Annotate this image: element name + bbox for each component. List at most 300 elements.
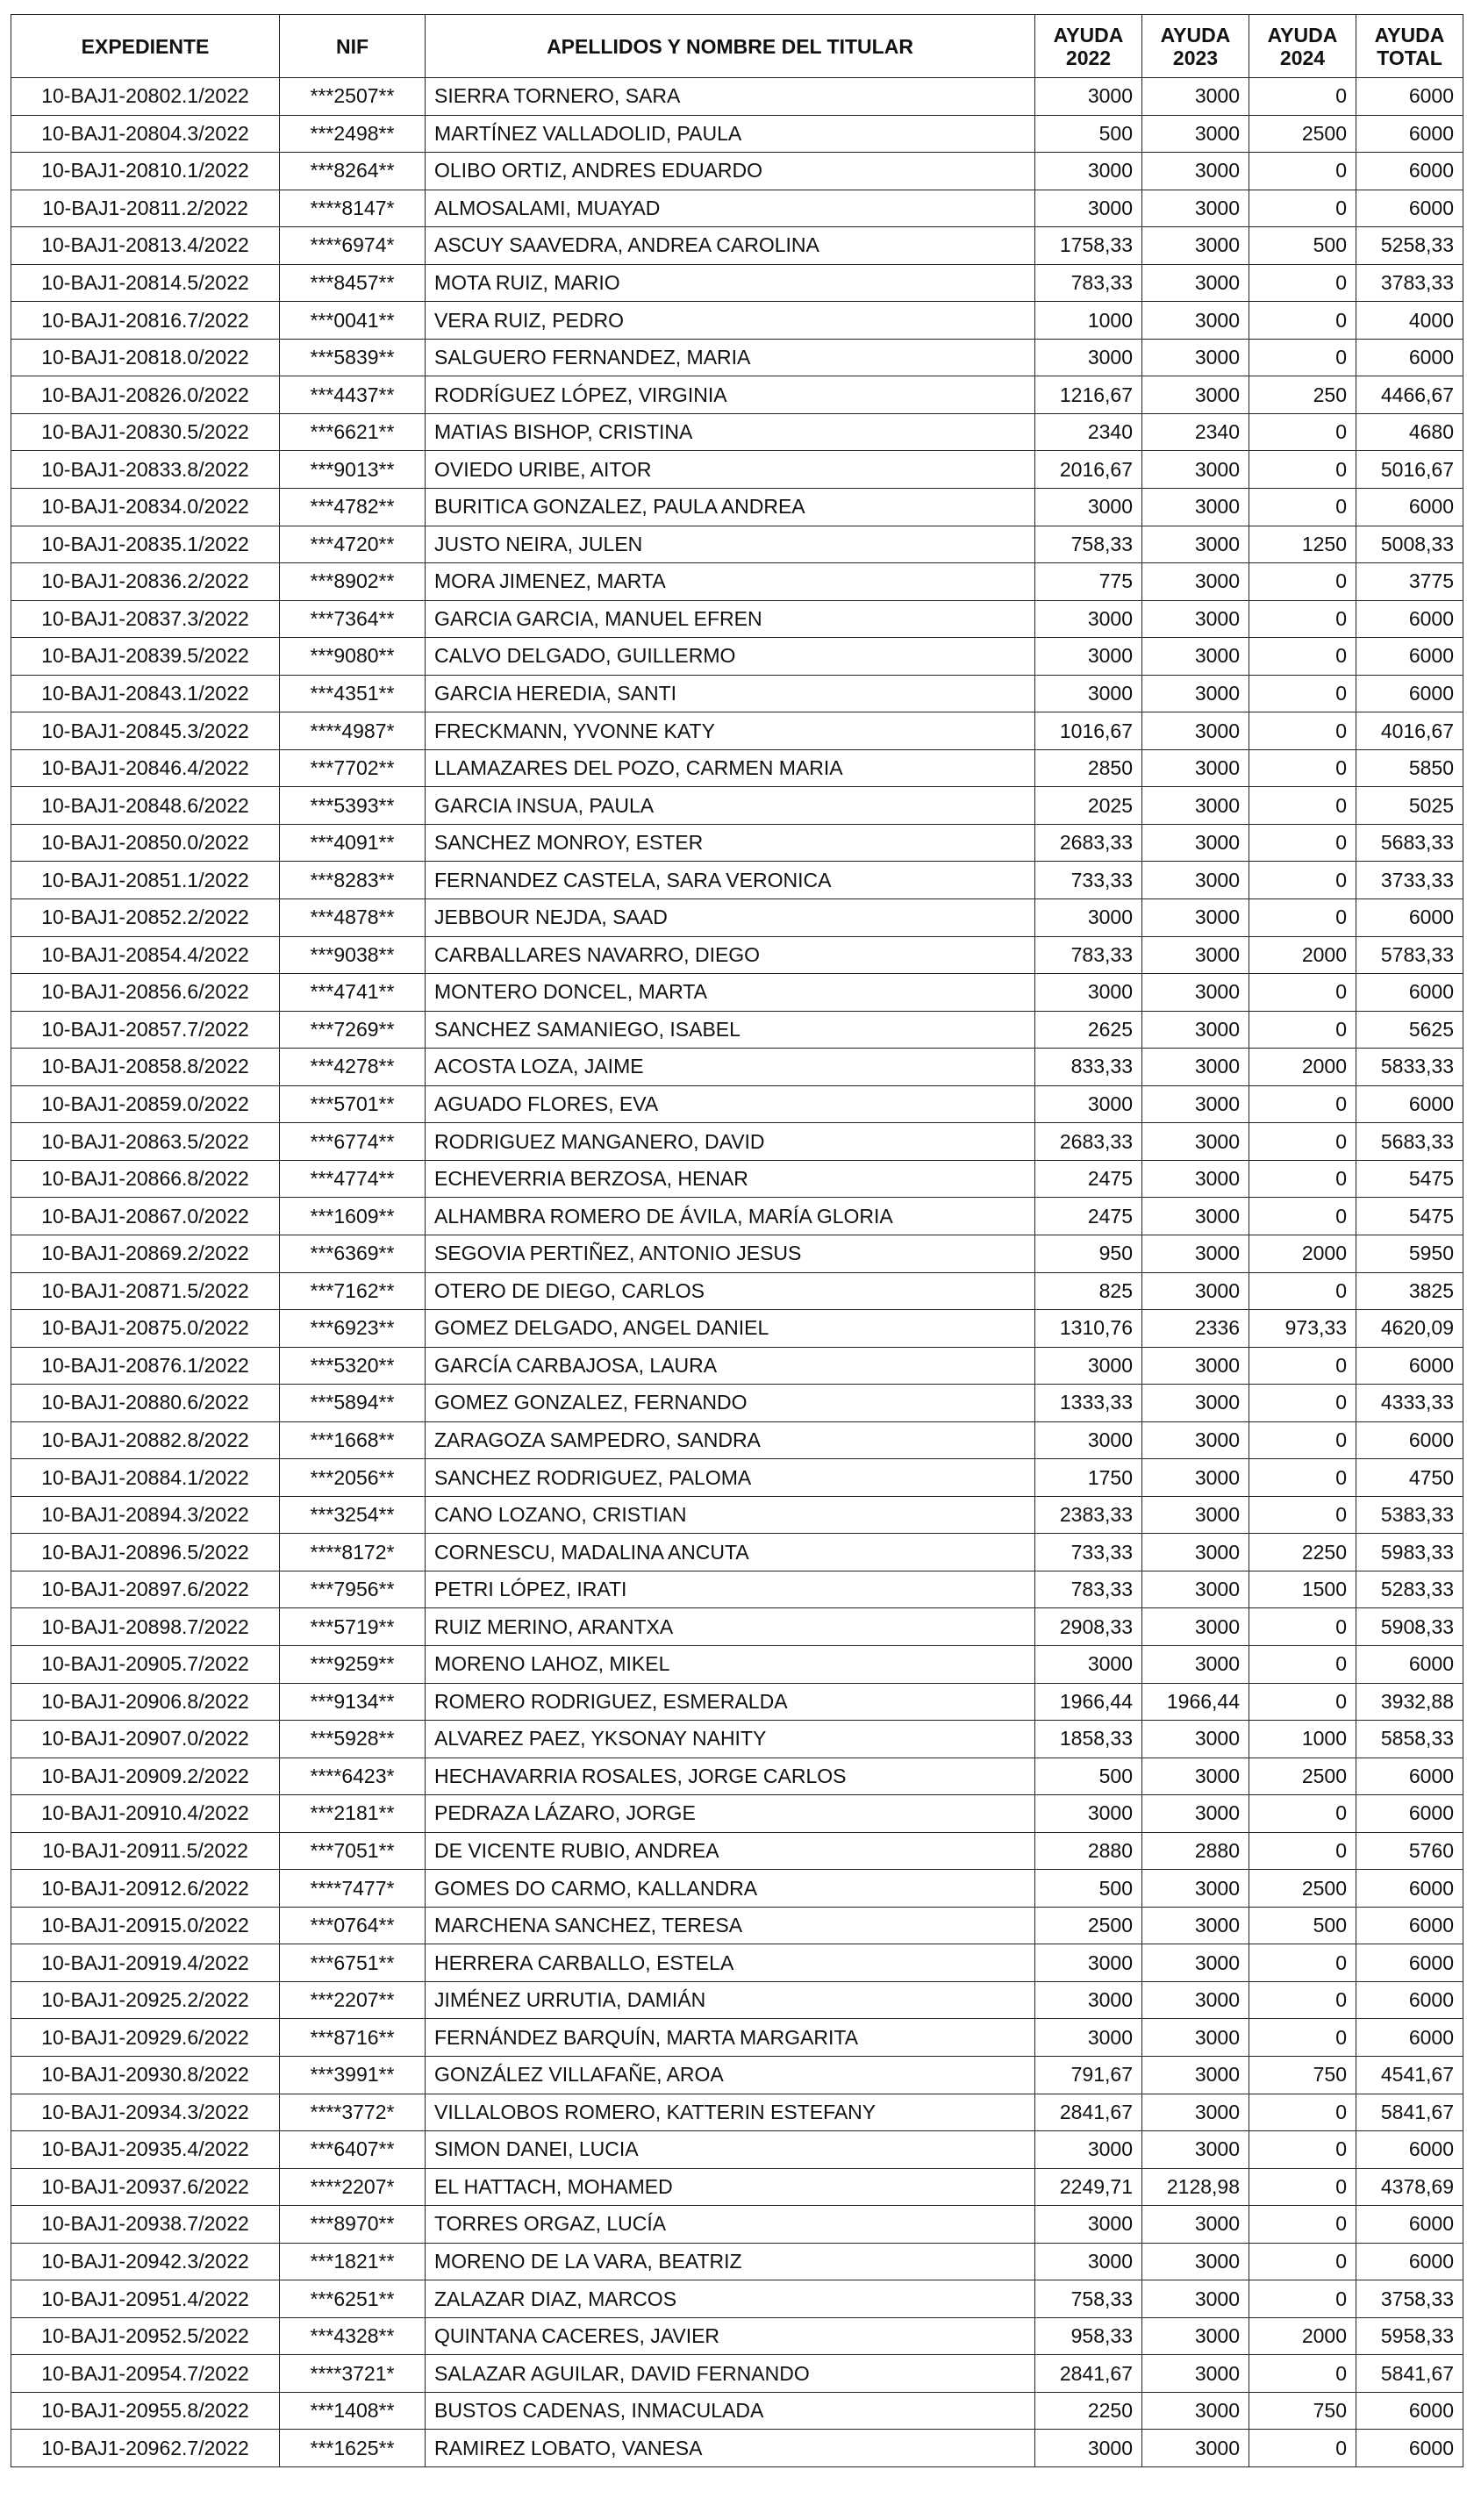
- cell-titular: QUINTANA CACERES, JAVIER: [426, 2317, 1035, 2355]
- cell-ayuda-2022: 2025: [1035, 787, 1142, 825]
- cell-ayuda-2022: 2016,67: [1035, 451, 1142, 489]
- table-row: [11, 1385, 1463, 1422]
- cell-ayuda-2024: 0: [1249, 1645, 1356, 1683]
- table-row: [11, 153, 1463, 190]
- header-row: [11, 15, 1463, 78]
- table-row: [11, 489, 1463, 526]
- cell-ayuda-total: 6000: [1356, 489, 1463, 526]
- cell-ayuda-2023: 3000: [1142, 2355, 1249, 2393]
- cell-ayuda-2022: 2475: [1035, 1160, 1142, 1198]
- cell-ayuda-total: 6000: [1356, 1085, 1463, 1123]
- cell-ayuda-2023: 3000: [1142, 1123, 1249, 1161]
- cell-ayuda-2022: 2908,33: [1035, 1608, 1142, 1646]
- cell-ayuda-2024: 973,33: [1249, 1310, 1356, 1348]
- cell-ayuda-total: 6000: [1356, 2392, 1463, 2430]
- table-row: [11, 2392, 1463, 2430]
- cell-ayuda-2023: 2340: [1142, 413, 1249, 451]
- cell-ayuda-2022: 500: [1035, 1870, 1142, 1908]
- cell-ayuda-2022: 775: [1035, 563, 1142, 601]
- table-row: [11, 264, 1463, 302]
- cell-nif: ***7364**: [280, 600, 426, 638]
- header-ayuda-2022-line1: AYUDA: [1053, 23, 1124, 47]
- cell-ayuda-total: 3758,33: [1356, 2280, 1463, 2318]
- cell-ayuda-2023: 3000: [1142, 936, 1249, 974]
- header-ayuda-total-line1: AYUDA: [1374, 23, 1445, 47]
- cell-ayuda-2024: 2000: [1249, 1049, 1356, 1086]
- cell-ayuda-2023: 3000: [1142, 862, 1249, 899]
- cell-titular: FERNÁNDEZ BARQUÍN, MARTA MARGARITA: [426, 2019, 1035, 2057]
- table-row: [11, 1870, 1463, 1908]
- cell-ayuda-total: 6000: [1356, 974, 1463, 1012]
- cell-titular: JIMÉNEZ URRUTIA, DAMIÁN: [426, 1981, 1035, 2019]
- cell-ayuda-2023: 3000: [1142, 675, 1249, 712]
- cell-titular: TORRES ORGAZ, LUCÍA: [426, 2206, 1035, 2244]
- header-expediente: EXPEDIENTE: [11, 15, 280, 78]
- cell-expediente: 10-BAJ1-20962.7/2022: [11, 2430, 280, 2467]
- table-row: [11, 974, 1463, 1012]
- cell-titular: SALGUERO FERNANDEZ, MARIA: [426, 339, 1035, 376]
- table-row: [11, 1198, 1463, 1235]
- cell-titular: ALMOSALAMI, MUAYAD: [426, 190, 1035, 227]
- cell-titular: VERA RUIZ, PEDRO: [426, 302, 1035, 340]
- cell-ayuda-total: 6000: [1356, 1758, 1463, 1795]
- table-row: [11, 376, 1463, 414]
- cell-titular: MORENO LAHOZ, MIKEL: [426, 1645, 1035, 1683]
- cell-ayuda-2024: 0: [1249, 2355, 1356, 2393]
- cell-expediente: 10-BAJ1-20826.0/2022: [11, 376, 280, 414]
- cell-expediente: 10-BAJ1-20897.6/2022: [11, 1571, 280, 1608]
- cell-expediente: 10-BAJ1-20880.6/2022: [11, 1385, 280, 1422]
- cell-ayuda-2022: 1750: [1035, 1459, 1142, 1497]
- cell-ayuda-2022: 733,33: [1035, 862, 1142, 899]
- table-row: [11, 115, 1463, 153]
- cell-ayuda-2022: 3000: [1035, 1944, 1142, 1982]
- cell-ayuda-total: 3775: [1356, 563, 1463, 601]
- cell-ayuda-total: 4333,33: [1356, 1385, 1463, 1422]
- cell-ayuda-total: 5625: [1356, 1011, 1463, 1049]
- cell-titular: SIERRA TORNERO, SARA: [426, 78, 1035, 116]
- table-row: [11, 936, 1463, 974]
- cell-nif: ***4782**: [280, 489, 426, 526]
- cell-titular: MARCHENA SANCHEZ, TERESA: [426, 1907, 1035, 1944]
- cell-expediente: 10-BAJ1-20875.0/2022: [11, 1310, 280, 1348]
- cell-ayuda-2022: 758,33: [1035, 526, 1142, 563]
- cell-ayuda-2023: 3000: [1142, 899, 1249, 937]
- cell-ayuda-total: 5841,67: [1356, 2355, 1463, 2393]
- cell-ayuda-2023: 3000: [1142, 376, 1249, 414]
- table-row: [11, 1235, 1463, 1272]
- cell-ayuda-total: 6000: [1356, 1645, 1463, 1683]
- table-row: [11, 1347, 1463, 1385]
- cell-nif: ***1625**: [280, 2430, 426, 2467]
- cell-titular: FERNANDEZ CASTELA, SARA VERONICA: [426, 862, 1035, 899]
- header-ayuda-2024-line2: 2024: [1279, 46, 1326, 69]
- cell-nif: ***1408**: [280, 2392, 426, 2430]
- cell-nif: ***9038**: [280, 936, 426, 974]
- cell-ayuda-2023: 3000: [1142, 2317, 1249, 2355]
- cell-ayuda-2023: 3000: [1142, 2280, 1249, 2318]
- cell-ayuda-2022: 2249,71: [1035, 2168, 1142, 2206]
- cell-nif: ***5839**: [280, 339, 426, 376]
- cell-ayuda-2022: 2475: [1035, 1198, 1142, 1235]
- cell-ayuda-2024: 0: [1249, 489, 1356, 526]
- cell-ayuda-2023: 2336: [1142, 1310, 1249, 1348]
- cell-titular: ZALAZAR DIAZ, MARCOS: [426, 2280, 1035, 2318]
- cell-nif: ***5894**: [280, 1385, 426, 1422]
- cell-ayuda-2023: 3000: [1142, 115, 1249, 153]
- cell-ayuda-2022: 3000: [1035, 1645, 1142, 1683]
- cell-ayuda-2023: 3000: [1142, 302, 1249, 340]
- cell-expediente: 10-BAJ1-20804.3/2022: [11, 115, 280, 153]
- cell-nif: ***9080**: [280, 638, 426, 676]
- cell-titular: SALAZAR AGUILAR, DAVID FERNANDO: [426, 2355, 1035, 2393]
- cell-expediente: 10-BAJ1-20929.6/2022: [11, 2019, 280, 2057]
- cell-expediente: 10-BAJ1-20942.3/2022: [11, 2243, 280, 2280]
- cell-ayuda-2022: 2250: [1035, 2392, 1142, 2430]
- cell-ayuda-2022: 1310,76: [1035, 1310, 1142, 1348]
- cell-ayuda-2024: 750: [1249, 2392, 1356, 2430]
- cell-nif: ***5701**: [280, 1085, 426, 1123]
- cell-ayuda-total: 5760: [1356, 1832, 1463, 1870]
- cell-nif: ****2207*: [280, 2168, 426, 2206]
- cell-titular: MORA JIMENEZ, MARTA: [426, 563, 1035, 601]
- cell-nif: ***8902**: [280, 563, 426, 601]
- cell-ayuda-2024: 0: [1249, 749, 1356, 787]
- table-row: [11, 1683, 1463, 1721]
- cell-nif: ***7702**: [280, 749, 426, 787]
- cell-ayuda-2024: 0: [1249, 1981, 1356, 2019]
- table-row: [11, 339, 1463, 376]
- cell-ayuda-2022: 3000: [1035, 2243, 1142, 2280]
- cell-ayuda-total: 3783,33: [1356, 264, 1463, 302]
- cell-ayuda-2024: 2000: [1249, 1235, 1356, 1272]
- cell-nif: ***2207**: [280, 1981, 426, 2019]
- cell-ayuda-2022: 783,33: [1035, 264, 1142, 302]
- cell-ayuda-2023: 3000: [1142, 1870, 1249, 1908]
- cell-ayuda-2023: 3000: [1142, 339, 1249, 376]
- cell-ayuda-2023: 3000: [1142, 1085, 1249, 1123]
- cell-ayuda-2024: 0: [1249, 1347, 1356, 1385]
- cell-titular: LLAMAZARES DEL POZO, CARMEN MARIA: [426, 749, 1035, 787]
- header-ayuda-2022-line2: 2022: [1065, 46, 1112, 69]
- cell-nif: ****3772*: [280, 2094, 426, 2131]
- cell-nif: ***4720**: [280, 526, 426, 563]
- cell-titular: DE VICENTE RUBIO, ANDREA: [426, 1832, 1035, 1870]
- cell-titular: CANO LOZANO, CRISTIAN: [426, 1496, 1035, 1534]
- cell-expediente: 10-BAJ1-20937.6/2022: [11, 2168, 280, 2206]
- cell-ayuda-total: 4016,67: [1356, 712, 1463, 750]
- cell-titular: ACOSTA LOZA, JAIME: [426, 1049, 1035, 1086]
- cell-expediente: 10-BAJ1-20833.8/2022: [11, 451, 280, 489]
- cell-ayuda-2024: 1000: [1249, 1721, 1356, 1758]
- table-row: [11, 638, 1463, 676]
- table-row: [11, 1608, 1463, 1646]
- cell-ayuda-2024: 750: [1249, 2056, 1356, 2094]
- cell-ayuda-2023: 3000: [1142, 2430, 1249, 2467]
- cell-ayuda-2022: 2841,67: [1035, 2094, 1142, 2131]
- cell-expediente: 10-BAJ1-20894.3/2022: [11, 1496, 280, 1534]
- cell-ayuda-total: 4466,67: [1356, 376, 1463, 414]
- cell-ayuda-2024: 0: [1249, 339, 1356, 376]
- cell-titular: GARCÍA CARBAJOSA, LAURA: [426, 1347, 1035, 1385]
- cell-ayuda-total: 6000: [1356, 1981, 1463, 2019]
- cell-ayuda-total: 5841,67: [1356, 2094, 1463, 2131]
- cell-ayuda-2024: 0: [1249, 2280, 1356, 2318]
- cell-expediente: 10-BAJ1-20925.2/2022: [11, 1981, 280, 2019]
- table-row: [11, 675, 1463, 712]
- cell-ayuda-2022: 791,67: [1035, 2056, 1142, 2094]
- table-row: [11, 824, 1463, 862]
- table-row: [11, 451, 1463, 489]
- cell-ayuda-2024: 0: [1249, 638, 1356, 676]
- cell-ayuda-2023: 3000: [1142, 1496, 1249, 1534]
- cell-expediente: 10-BAJ1-20845.3/2022: [11, 712, 280, 750]
- cell-titular: HECHAVARRIA ROSALES, JORGE CARLOS: [426, 1758, 1035, 1795]
- cell-ayuda-2024: 0: [1249, 712, 1356, 750]
- cell-ayuda-2023: 3000: [1142, 1758, 1249, 1795]
- cell-expediente: 10-BAJ1-20835.1/2022: [11, 526, 280, 563]
- cell-ayuda-total: 5016,67: [1356, 451, 1463, 489]
- cell-expediente: 10-BAJ1-20951.4/2022: [11, 2280, 280, 2318]
- cell-ayuda-2024: 0: [1249, 1832, 1356, 1870]
- cell-ayuda-total: 5683,33: [1356, 1123, 1463, 1161]
- cell-ayuda-2024: 0: [1249, 1459, 1356, 1497]
- cell-expediente: 10-BAJ1-20818.0/2022: [11, 339, 280, 376]
- cell-nif: ***8716**: [280, 2019, 426, 2057]
- cell-titular: SANCHEZ SAMANIEGO, ISABEL: [426, 1011, 1035, 1049]
- cell-ayuda-2022: 2340: [1035, 413, 1142, 451]
- cell-expediente: 10-BAJ1-20850.0/2022: [11, 824, 280, 862]
- cell-expediente: 10-BAJ1-20837.3/2022: [11, 600, 280, 638]
- cell-ayuda-2022: 2841,67: [1035, 2355, 1142, 2393]
- cell-ayuda-2022: 783,33: [1035, 936, 1142, 974]
- cell-ayuda-2024: 0: [1249, 862, 1356, 899]
- cell-ayuda-total: 5475: [1356, 1160, 1463, 1198]
- cell-ayuda-2023: 3000: [1142, 1645, 1249, 1683]
- table-row: [11, 2056, 1463, 2094]
- cell-expediente: 10-BAJ1-20938.7/2022: [11, 2206, 280, 2244]
- table-row: [11, 2317, 1463, 2355]
- cell-expediente: 10-BAJ1-20858.8/2022: [11, 1049, 280, 1086]
- cell-ayuda-total: 5683,33: [1356, 824, 1463, 862]
- cell-ayuda-2024: 0: [1249, 2168, 1356, 2206]
- table-row: [11, 1832, 1463, 1870]
- table-row: [11, 1310, 1463, 1348]
- cell-titular: JEBBOUR NEJDA, SAAD: [426, 899, 1035, 937]
- cell-ayuda-2024: 2000: [1249, 2317, 1356, 2355]
- cell-titular: CALVO DELGADO, GUILLERMO: [426, 638, 1035, 676]
- cell-nif: ***5393**: [280, 787, 426, 825]
- cell-expediente: 10-BAJ1-20856.6/2022: [11, 974, 280, 1012]
- cell-expediente: 10-BAJ1-20911.5/2022: [11, 1832, 280, 1870]
- header-ayuda-2022: [1035, 15, 1142, 78]
- cell-expediente: 10-BAJ1-20909.2/2022: [11, 1758, 280, 1795]
- table-row: [11, 1011, 1463, 1049]
- cell-nif: ***4351**: [280, 675, 426, 712]
- cell-nif: ****8147*: [280, 190, 426, 227]
- cell-nif: ***8970**: [280, 2206, 426, 2244]
- cell-titular: ECHEVERRIA BERZOSA, HENAR: [426, 1160, 1035, 1198]
- cell-ayuda-2022: 2850: [1035, 749, 1142, 787]
- table-row: [11, 1534, 1463, 1571]
- cell-ayuda-2023: 3000: [1142, 1421, 1249, 1459]
- cell-ayuda-2023: 3000: [1142, 1907, 1249, 1944]
- cell-ayuda-2022: 2625: [1035, 1011, 1142, 1049]
- cell-expediente: 10-BAJ1-20876.1/2022: [11, 1347, 280, 1385]
- cell-ayuda-2024: 2500: [1249, 115, 1356, 153]
- cell-titular: OLIBO ORTIZ, ANDRES EDUARDO: [426, 153, 1035, 190]
- table-row: [11, 787, 1463, 825]
- cell-expediente: 10-BAJ1-20851.1/2022: [11, 862, 280, 899]
- cell-ayuda-2024: 0: [1249, 1385, 1356, 1422]
- cell-ayuda-total: 6000: [1356, 190, 1463, 227]
- cell-ayuda-2022: 3000: [1035, 190, 1142, 227]
- cell-ayuda-2024: 0: [1249, 2243, 1356, 2280]
- cell-titular: GOMEZ DELGADO, ANGEL DANIEL: [426, 1310, 1035, 1348]
- cell-titular: BUSTOS CADENAS, INMACULADA: [426, 2392, 1035, 2430]
- cell-expediente: 10-BAJ1-20884.1/2022: [11, 1459, 280, 1497]
- cell-nif: ***5320**: [280, 1347, 426, 1385]
- table-row: [11, 1571, 1463, 1608]
- cell-ayuda-2023: 3000: [1142, 712, 1249, 750]
- cell-ayuda-2022: 3000: [1035, 1981, 1142, 2019]
- cell-nif: ***4878**: [280, 899, 426, 937]
- cell-nif: ***3254**: [280, 1496, 426, 1534]
- cell-expediente: 10-BAJ1-20852.2/2022: [11, 899, 280, 937]
- cell-ayuda-2024: 0: [1249, 1198, 1356, 1235]
- cell-titular: CARBALLARES NAVARRO, DIEGO: [426, 936, 1035, 974]
- cell-ayuda-2024: 0: [1249, 824, 1356, 862]
- cell-expediente: 10-BAJ1-20954.7/2022: [11, 2355, 280, 2393]
- cell-expediente: 10-BAJ1-20910.4/2022: [11, 1795, 280, 1833]
- table-row: [11, 600, 1463, 638]
- cell-ayuda-2022: 3000: [1035, 78, 1142, 116]
- header-ayuda-2023-line1: AYUDA: [1160, 23, 1231, 47]
- cell-nif: ****8172*: [280, 1534, 426, 1571]
- cell-titular: ALVAREZ PAEZ, YKSONAY NAHITY: [426, 1721, 1035, 1758]
- cell-ayuda-2024: 0: [1249, 1011, 1356, 1049]
- table-row: [11, 1459, 1463, 1497]
- cell-ayuda-2022: 3000: [1035, 2019, 1142, 2057]
- cell-ayuda-total: 6000: [1356, 1347, 1463, 1385]
- cell-titular: MOTA RUIZ, MARIO: [426, 264, 1035, 302]
- cell-ayuda-2023: 3000: [1142, 1198, 1249, 1235]
- cell-ayuda-2024: 2500: [1249, 1758, 1356, 1795]
- cell-titular: ZARAGOZA SAMPEDRO, SANDRA: [426, 1421, 1035, 1459]
- cell-ayuda-2022: 2880: [1035, 1832, 1142, 1870]
- cell-ayuda-2022: 3000: [1035, 2430, 1142, 2467]
- cell-titular: MONTERO DONCEL, MARTA: [426, 974, 1035, 1012]
- cell-nif: ***7269**: [280, 1011, 426, 1049]
- cell-expediente: 10-BAJ1-20915.0/2022: [11, 1907, 280, 1944]
- cell-expediente: 10-BAJ1-20834.0/2022: [11, 489, 280, 526]
- cell-ayuda-total: 5850: [1356, 749, 1463, 787]
- cell-nif: ***2498**: [280, 115, 426, 153]
- cell-titular: EL HATTACH, MOHAMED: [426, 2168, 1035, 2206]
- cell-expediente: 10-BAJ1-20811.2/2022: [11, 190, 280, 227]
- cell-ayuda-2024: 0: [1249, 1272, 1356, 1310]
- cell-ayuda-total: 6000: [1356, 153, 1463, 190]
- table-row: [11, 1421, 1463, 1459]
- cell-ayuda-2022: 3000: [1035, 2131, 1142, 2169]
- cell-ayuda-total: 5383,33: [1356, 1496, 1463, 1534]
- cell-expediente: 10-BAJ1-20810.1/2022: [11, 153, 280, 190]
- cell-ayuda-2024: 0: [1249, 2131, 1356, 2169]
- cell-expediente: 10-BAJ1-20814.5/2022: [11, 264, 280, 302]
- cell-nif: ***6751**: [280, 1944, 426, 1982]
- cell-ayuda-2023: 3000: [1142, 78, 1249, 116]
- cell-titular: HERRERA CARBALLO, ESTELA: [426, 1944, 1035, 1982]
- cell-ayuda-2023: 3000: [1142, 1534, 1249, 1571]
- cell-expediente: 10-BAJ1-20935.4/2022: [11, 2131, 280, 2169]
- cell-ayuda-2024: 0: [1249, 190, 1356, 227]
- cell-ayuda-2023: 3000: [1142, 2056, 1249, 2094]
- cell-ayuda-2022: 1333,33: [1035, 1385, 1142, 1422]
- cell-titular: MORENO DE LA VARA, BEATRIZ: [426, 2243, 1035, 2280]
- cell-nif: ***0041**: [280, 302, 426, 340]
- cell-ayuda-total: 5858,33: [1356, 1721, 1463, 1758]
- cell-nif: ****3721*: [280, 2355, 426, 2393]
- cell-ayuda-2022: 1758,33: [1035, 227, 1142, 265]
- cell-ayuda-total: 4000: [1356, 302, 1463, 340]
- cell-ayuda-total: 6000: [1356, 1870, 1463, 1908]
- cell-ayuda-2023: 3000: [1142, 2094, 1249, 2131]
- cell-titular: BURITICA GONZALEZ, PAULA ANDREA: [426, 489, 1035, 526]
- cell-ayuda-total: 5025: [1356, 787, 1463, 825]
- cell-ayuda-total: 6000: [1356, 339, 1463, 376]
- cell-ayuda-total: 5283,33: [1356, 1571, 1463, 1608]
- table-row: [11, 1272, 1463, 1310]
- cell-ayuda-total: 5008,33: [1356, 526, 1463, 563]
- cell-ayuda-total: 3932,88: [1356, 1683, 1463, 1721]
- cell-ayuda-2024: 0: [1249, 899, 1356, 937]
- cell-ayuda-2022: 783,33: [1035, 1571, 1142, 1608]
- cell-nif: ***1821**: [280, 2243, 426, 2280]
- cell-ayuda-2024: 0: [1249, 2094, 1356, 2131]
- cell-ayuda-total: 4750: [1356, 1459, 1463, 1497]
- cell-nif: ***4774**: [280, 1160, 426, 1198]
- cell-ayuda-2023: 3000: [1142, 1049, 1249, 1086]
- cell-nif: ***3991**: [280, 2056, 426, 2094]
- cell-nif: ***6251**: [280, 2280, 426, 2318]
- cell-expediente: 10-BAJ1-20934.3/2022: [11, 2094, 280, 2131]
- table-row: [11, 2280, 1463, 2318]
- cell-ayuda-2022: 1000: [1035, 302, 1142, 340]
- cell-titular: GOMEZ GONZALEZ, FERNANDO: [426, 1385, 1035, 1422]
- header-ayuda-2023-line2: 2023: [1172, 46, 1219, 69]
- cell-titular: SANCHEZ RODRIGUEZ, PALOMA: [426, 1459, 1035, 1497]
- cell-nif: ***6621**: [280, 413, 426, 451]
- cell-nif: ***4091**: [280, 824, 426, 862]
- cell-nif: ***7162**: [280, 1272, 426, 1310]
- cell-expediente: 10-BAJ1-20869.2/2022: [11, 1235, 280, 1272]
- cell-ayuda-total: 6000: [1356, 638, 1463, 676]
- cell-ayuda-2024: 0: [1249, 1421, 1356, 1459]
- cell-ayuda-2022: 758,33: [1035, 2280, 1142, 2318]
- cell-ayuda-2023: 3000: [1142, 526, 1249, 563]
- cell-nif: ***4437**: [280, 376, 426, 414]
- cell-ayuda-total: 6000: [1356, 2131, 1463, 2169]
- cell-expediente: 10-BAJ1-20846.4/2022: [11, 749, 280, 787]
- cell-nif: ****7477*: [280, 1870, 426, 1908]
- cell-titular: AGUADO FLORES, EVA: [426, 1085, 1035, 1123]
- cell-ayuda-2022: 3000: [1035, 2206, 1142, 2244]
- cell-ayuda-2022: 3000: [1035, 1795, 1142, 1833]
- cell-ayuda-total: 6000: [1356, 2019, 1463, 2057]
- cell-ayuda-total: 6000: [1356, 1795, 1463, 1833]
- cell-nif: ***9259**: [280, 1645, 426, 1683]
- table-row: [11, 1160, 1463, 1198]
